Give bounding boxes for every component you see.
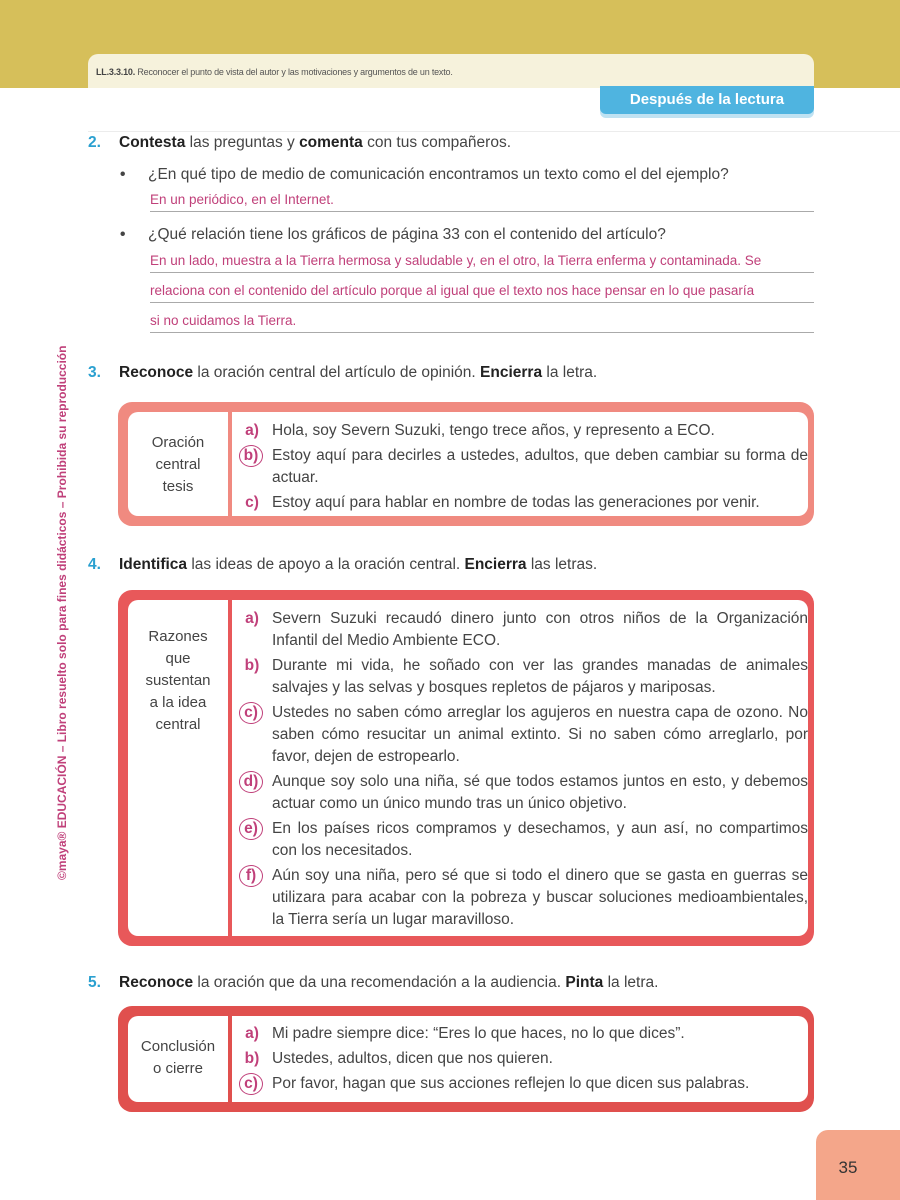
instruction-text: la oración central del artículo de opinión. bbox=[193, 364, 481, 381]
option-item[interactable]: c) Ustedes no saben cómo arreglar los agujeros en nuestra capa de ozono. No saben cómo resucitar un animal extinto. Si no saben cómo arreglarlo, por favor, dejen de estropearlo. bbox=[240, 702, 808, 768]
instruction-text: la oración que da una recomendación a la audiencia. bbox=[193, 974, 566, 991]
option-item[interactable]: a) Severn Suzuki recaudó dinero junto con otros niños de la Organización Infantil del Medio Ambiente ECO. bbox=[240, 608, 808, 652]
side-copyright: ©maya® EDUCACIÓN – Libro resuelto solo para fines didácticos – Prohibida su reproducción bbox=[55, 345, 69, 880]
thesis-options-box bbox=[118, 402, 814, 526]
instruction-verb: Encierra bbox=[480, 364, 543, 381]
option-letter: c) bbox=[245, 494, 259, 511]
option-letter: a) bbox=[245, 422, 259, 439]
instruction-verb: Identifica bbox=[119, 556, 188, 573]
option-item[interactable]: c) Estoy aquí para hablar en nombre de todas las generaciones por venir. bbox=[240, 492, 808, 514]
instruction-verb: Contesta bbox=[119, 134, 186, 151]
instruction-verb: comenta bbox=[299, 134, 363, 151]
header-divider bbox=[88, 131, 900, 132]
option-letter: b) bbox=[244, 1050, 260, 1067]
question-3-heading bbox=[88, 364, 597, 382]
instruction-text: con tus compañeros. bbox=[362, 134, 512, 151]
question-2-bullet-1: • ¿En qué tipo de medio de comunicación encontramos un texto como el del ejemplo? bbox=[120, 166, 729, 183]
answer-line: si no cuidamos la Tierra. bbox=[150, 310, 814, 333]
option-list bbox=[232, 1016, 808, 1102]
question-number: 4. bbox=[88, 556, 101, 573]
page-number-tab bbox=[816, 1130, 900, 1200]
option-letter-circled: c) bbox=[239, 702, 263, 724]
instruction-text: la letra. bbox=[603, 974, 659, 991]
option-letter-circled: f) bbox=[239, 865, 263, 887]
option-item[interactable]: b) Durante mi vida, he soñado con ver las grandes manadas de animales salvajes y las selvas y bosques repletos de pájaros y mariposas. bbox=[240, 655, 808, 699]
question-number: 2. bbox=[88, 134, 101, 151]
option-item[interactable]: a) Mi padre siempre dice: “Eres lo que haces, no lo que dices”. bbox=[240, 1023, 808, 1045]
section-banner: Después de la lectura bbox=[600, 86, 814, 114]
option-letter-circled: c) bbox=[239, 1073, 263, 1095]
question-number: 3. bbox=[88, 364, 101, 381]
page-number: 35 bbox=[838, 1158, 858, 1177]
option-letter-circled: e) bbox=[239, 818, 263, 840]
option-list bbox=[232, 600, 808, 936]
bullet-question: ¿Qué relación tiene los gráficos de página 33 con el contenido del artículo? bbox=[148, 226, 666, 243]
instruction-verb: Encierra bbox=[464, 556, 527, 573]
instruction-text: las preguntas y bbox=[185, 134, 300, 151]
box-label: Conclusión o cierre bbox=[128, 1016, 228, 1102]
question-4-heading bbox=[88, 556, 597, 574]
option-letter: b) bbox=[244, 657, 260, 674]
question-2-heading bbox=[88, 134, 511, 152]
answer-line: En un lado, muestra a la Tierra hermosa y saludable y, en el otro, la Tierra enferma y contaminada. Se bbox=[150, 250, 814, 273]
question-number: 5. bbox=[88, 974, 101, 991]
instruction-verb: Reconoce bbox=[119, 364, 194, 381]
instruction-text: la letra. bbox=[542, 364, 598, 381]
option-item[interactable]: b) Estoy aquí para decirles a ustedes, adultos, que deben cambiar su forma de actuar. bbox=[240, 445, 808, 489]
option-item[interactable]: a) Hola, soy Severn Suzuki, tengo trece años, y represento a ECO. bbox=[240, 420, 808, 442]
answer-line: relaciona con el contenido del artículo porque al igual que el texto nos hace pensar en lo que pasaría bbox=[150, 280, 814, 303]
skill-code: LL.3.3.10. bbox=[96, 67, 136, 77]
skill-header bbox=[88, 54, 814, 88]
answer-line: En un periódico, en el Internet. bbox=[150, 189, 814, 212]
option-item[interactable]: f) Aún soy una niña, pero sé que si todo el dinero que se gasta en guerras se utilizara para acabar con la pobreza y buscar soluciones medioambientales, la Tierra sería un lugar maravilloso. bbox=[240, 865, 808, 931]
bullet-question: ¿En qué tipo de medio de comunicación encontramos un texto como el del ejemplo? bbox=[148, 166, 729, 183]
option-item[interactable]: b) Ustedes, adultos, dicen que nos quieren. bbox=[240, 1048, 808, 1070]
instruction-text: las letras. bbox=[526, 556, 598, 573]
instruction-text: las ideas de apoyo a la oración central. bbox=[187, 556, 465, 573]
option-item[interactable]: d) Aunque soy solo una niña, sé que todos estamos juntos en esto, y debemos actuar como un único mundo tras un único objetivo. bbox=[240, 771, 808, 815]
skill-text: Reconocer el punto de vista del autor y las motivaciones y argumentos de un texto. bbox=[137, 67, 453, 77]
support-ideas-box bbox=[118, 590, 814, 946]
option-letter-circled: d) bbox=[239, 771, 263, 793]
instruction-verb: Reconoce bbox=[119, 974, 194, 991]
option-item[interactable]: c) Por favor, hagan que sus acciones reflejen lo que dicen sus palabras. bbox=[240, 1073, 808, 1095]
option-list bbox=[232, 412, 808, 516]
option-letter: a) bbox=[245, 1025, 259, 1042]
instruction-verb: Pinta bbox=[565, 974, 604, 991]
question-2-bullet-2: • ¿Qué relación tiene los gráficos de página 33 con el contenido del artículo? bbox=[120, 226, 666, 243]
box-label: Oración central tesis bbox=[128, 412, 228, 516]
option-letter: a) bbox=[245, 610, 259, 627]
box-label: Razones que sustentan a la idea central bbox=[128, 600, 228, 936]
option-item[interactable]: e) En los países ricos compramos y desechamos, y aun así, no compartimos con los necesitados. bbox=[240, 818, 808, 862]
option-letter-circled: b) bbox=[239, 445, 263, 467]
conclusion-box bbox=[118, 1006, 814, 1112]
question-5-heading bbox=[88, 974, 658, 992]
